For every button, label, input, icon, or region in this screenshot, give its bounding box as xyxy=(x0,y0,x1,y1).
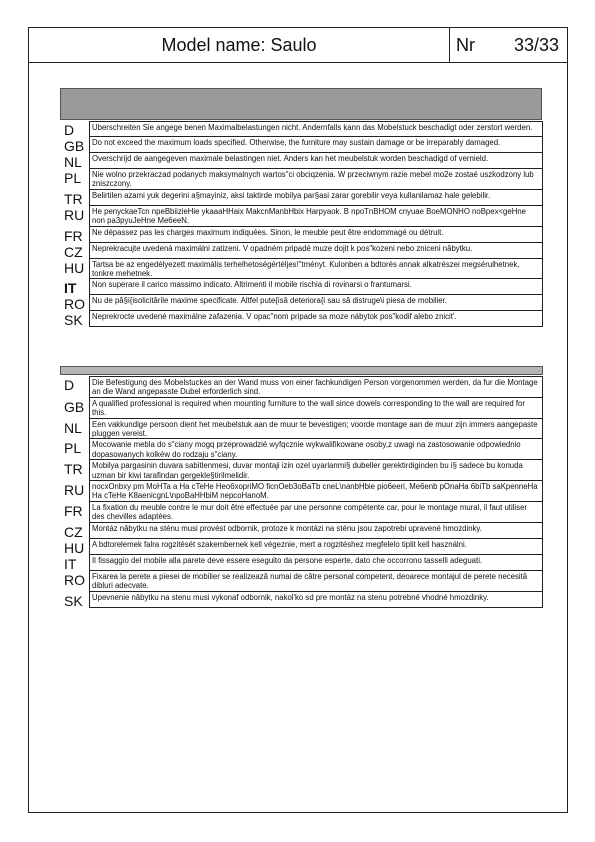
warning-text: nocxOnbxy pm MoHTa a Ha cTeHe Heo6xopriMO ficnOeb3oBaTb cneL\nanbHbie pio6eeri, Me6enb pOnaHa 6biTb saKpenneHa Ha cTeHe K8aenicgnL\npoBaHHbiM nepcoHanoM. xyxy=(90,480,543,502)
language-code: SK xyxy=(60,311,90,327)
warning-text: He penyckaeTcn npeBbiizieHie ykaaaHHaix MakcnManbHbix Harpyaok. B npoTnBHOM cnyuae BoeMONHO noBpex<geHne non pa3pyuJeHne Me6eeN. xyxy=(90,205,543,227)
language-row xyxy=(60,206,543,227)
language-code: PL xyxy=(60,439,90,460)
warning-text: Nie wolno przekraczad podanych maksymalnych wartos"ci obciqzenia. W przeciwnym razie mebel mo2e zostaé uszkodzony lub zniszczony. xyxy=(90,168,543,190)
warning-header-bar xyxy=(60,88,542,120)
language-code: IT xyxy=(60,279,90,295)
warning-text: Non superare il carico massimo indicato. Altrimenti il mobile rischia di rovinarsi o frantumarsi. xyxy=(90,278,543,295)
language-row xyxy=(60,376,543,398)
warning-text: Mobilya pargasinin duvara sabitlenmesi, duvar montaji izin ozel uyarlanmi§ dubeller gerektirdiginden bu i§ sadece bu konuda uzman bir kiwi tarafindan gergekle§tirilmelidir. xyxy=(90,459,543,481)
language-code: CZ xyxy=(60,523,90,539)
header-divider xyxy=(449,28,450,62)
language-row xyxy=(60,121,543,137)
language-code: D xyxy=(60,376,90,398)
warning-text: Fixarea la perete a piesei de mobilier se realizeazâ numai de câtre personal competent, deoarece montajul de perete necesitâ dibluri adecvate. xyxy=(90,570,543,592)
language-code: TR xyxy=(60,460,90,481)
language-row xyxy=(60,243,543,259)
page-number: 33/33 xyxy=(513,35,559,55)
nr-label: Nr xyxy=(456,35,475,55)
language-row xyxy=(60,169,543,190)
section-divider-bar xyxy=(60,366,543,375)
language-code: PL xyxy=(60,169,90,190)
warning-text: Die Befestigung des Mobelstuckes an der Wand muss von einer fachkundigen Person vorgenommen werden, da fur die Montage an die Wand angepasste Dubel erforderlich sind. xyxy=(90,376,543,398)
warning-text: Il fissaggio del mobile alla parete deve essere eseguito da persone esperte, dato che occorrono tasselli adeguati. xyxy=(90,554,543,571)
language-row xyxy=(60,439,543,460)
language-row xyxy=(60,398,543,419)
warning-text: Tartsa be az engedélyezett maximális terhelhetoségértéljes!"tményt. Kulonben a bdtorés annak alkatrészei megsérulhetnek, tonkre mehetnek. xyxy=(90,258,543,280)
language-code: RU xyxy=(60,481,90,502)
language-code: HU xyxy=(60,539,90,555)
language-row xyxy=(60,419,543,440)
language-code: IT xyxy=(60,555,90,571)
language-code: RO xyxy=(60,295,90,311)
language-code: GB xyxy=(60,137,90,153)
language-code: SK xyxy=(60,592,90,608)
language-row xyxy=(60,539,543,555)
language-row xyxy=(60,227,543,243)
language-code: FR xyxy=(60,502,90,523)
language-code: FR xyxy=(60,227,90,243)
warning-text: A bdtorelemek falra rogzitését szakembernek kell végeznie, mert a rogzitéshez megfelelo tiplit kell használni. xyxy=(90,538,543,555)
language-row xyxy=(60,571,543,592)
warning-text: Neprekrocte uvedené maximálne zafazenia. V opac"nom pripade sa moze nábytok pos"kodif alebo znicit'. xyxy=(90,310,543,327)
warning-text: Neprekracujte uvedená maximálni zatizeni. V opadném pripadé muze dojit k pos"kozeni nebo zniceni nâbytku. xyxy=(90,242,543,259)
header-box xyxy=(28,27,568,63)
language-row xyxy=(60,502,543,523)
language-row xyxy=(60,190,543,206)
warning-text: Ne dépassez pas les charges maximum indiquées. Sinon, le meuble peut être endommagé ou détruit. xyxy=(90,226,543,243)
language-code: NL xyxy=(60,153,90,169)
language-code: D xyxy=(60,121,90,137)
language-row xyxy=(60,137,543,153)
language-code: RU xyxy=(60,206,90,227)
language-code: HU xyxy=(60,259,90,280)
language-code: GB xyxy=(60,398,90,419)
warning-text: Nu de pâ§i{isolicitârile maxime specificate. Altfel pute{isâ deteriora{i sau sâ distruge\i piesa de mobilier. xyxy=(90,294,543,311)
language-row xyxy=(60,460,543,481)
warning-text: Uberschreiten Sie angege benen Maximalbelastungen nicht. Andernfalls kann das Mobelstuck beschadigt oder zerstort werden. xyxy=(90,121,543,137)
warning-text: Belirtilen azami yuk degerini a§mayiniz, aksi taktirde mobilya par§asi zarar gorebilir veya kullanilamaz hale gelebilir. xyxy=(90,189,543,206)
language-code: CZ xyxy=(60,243,90,259)
language-row xyxy=(60,592,543,608)
language-row xyxy=(60,153,543,169)
wall-mounting-warning-table xyxy=(60,376,543,608)
warning-text: La fixation du meuble contre le mur doit être effectuée par une personne compétente car, pour le montage mural, il faut utiliser des chevilles adaptées. xyxy=(90,501,543,523)
warning-text: Do not exceed the maximum loads specified. Otherwise, the furniture may sustain damage or be irreparably damaged. xyxy=(90,136,543,153)
language-row xyxy=(60,295,543,311)
language-row xyxy=(60,523,543,539)
language-code: TR xyxy=(60,190,90,206)
warning-text: Een vakkundige persoon dient het meubelstuk aan de muur te bevestigen; voorde montage aan de muur zijn immers aangepaste pluggen vereist. xyxy=(90,418,543,440)
language-row xyxy=(60,481,543,502)
language-row xyxy=(60,555,543,571)
warning-text: Montáz nâbytku na sténu musi provést odbornik, protoze k montázi na sténu jsou zapotrebi upravené hmozdinky. xyxy=(90,522,543,539)
language-row xyxy=(60,311,543,327)
max-load-warning-table xyxy=(60,121,543,327)
language-code: NL xyxy=(60,419,90,440)
warning-text: Upevnenie nâbytku na stenu musi vykonaf odbornik, nakol'ko sd pre montáz na stenu potrebné vhodné hmozdinky. xyxy=(90,591,543,608)
language-row xyxy=(60,279,543,295)
language-row xyxy=(60,259,543,280)
language-code: RO xyxy=(60,571,90,592)
warning-text: A qualified professional is required when mounting furniture to the wall since dowels corresponding to the wall are required for this. xyxy=(90,397,543,419)
warning-text: Overschrijd de aangegeven maximale belastingen niet. Anders kan het meubelstuk worden beschadigd of vernield. xyxy=(90,152,543,169)
model-name: Model name: Saulo xyxy=(161,35,317,55)
warning-text: Mocowanie mebla do s"ciany mogq przeprowadzié wyfqcznie wykwalifikowane osoby,z uwagi na zastosowanie odpowiednio dopasowanych kolkéw do rodzaju s"ciany. xyxy=(90,438,543,460)
